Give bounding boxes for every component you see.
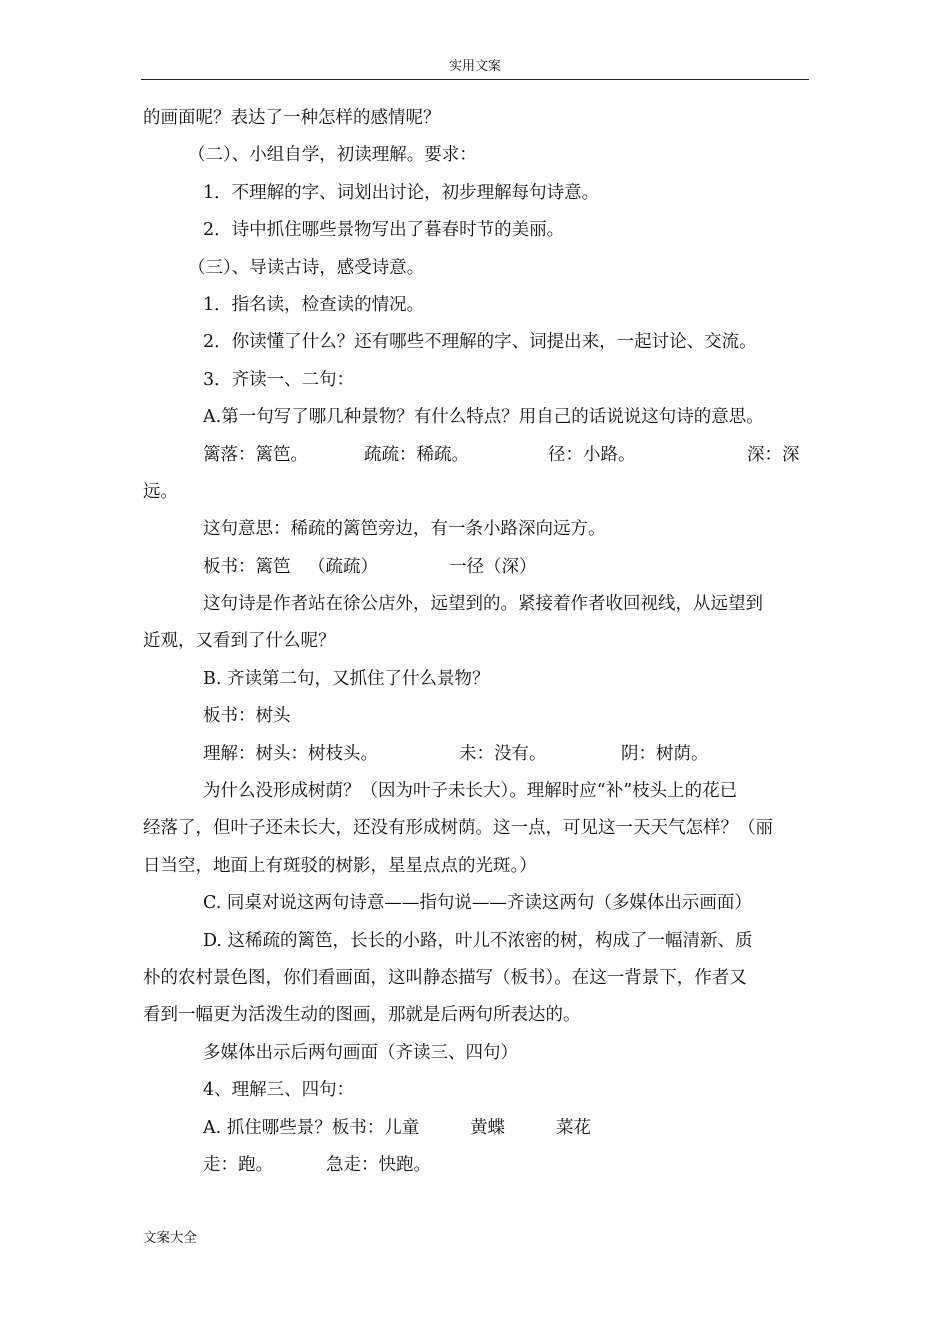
gloss-item: 理解：树头：树枝头。 [203, 743, 378, 764]
document-body [143, 100, 809, 1184]
gloss-item: 深：深 [747, 444, 800, 465]
text-line: 板书：树头 [203, 706, 291, 727]
gloss-item: 急走：快跑。 [326, 1154, 431, 1175]
text-line: 朴的农村景色图，你们看画面，这叫静态描写（板书）。在这一背景下，作者又 [143, 967, 747, 988]
text-line: 的画面呢？表达了一种怎样的感情呢？ [143, 108, 441, 128]
text-line: 近观，又看到了什么呢？ [143, 631, 336, 652]
page-footer: 文案大全 [143, 1230, 197, 1246]
gloss-item: 走：跑。 [203, 1154, 273, 1175]
text-line: 这句意思：稀疏的篱笆旁边，有一条小路深向远方。 [203, 519, 606, 540]
board-line [143, 1110, 809, 1147]
text-line: 日当空，地面上有斑驳的树影，星星点点的光斑。） [143, 855, 537, 876]
gloss-item: 疏疏：稀疏。 [364, 444, 469, 465]
text-line: 3．齐读一、二句： [203, 369, 355, 390]
text-line: A.第一句写了哪几种景物？有什么特点？用自己的话说说这句诗的意思。 [203, 407, 764, 428]
text-line: 1．指名读，检查读的情况。 [203, 294, 425, 315]
text-line: 4、理解三、四句： [203, 1080, 355, 1101]
text-line: D. 这稀疏的篱笆，长长的小路，叶儿不浓密的树，构成了一幅清新、质 [203, 930, 753, 951]
board-item: 黄蝶 [470, 1117, 505, 1138]
gloss-item: 未：没有。 [459, 743, 547, 764]
text-line: B. 齐读第二句，又抓住了什么景物？ [203, 668, 490, 689]
gloss-item: 篱落：篱笆。 [203, 444, 308, 465]
text-line: 远。 [143, 481, 178, 502]
board-item: 板书：篱笆 [203, 556, 291, 577]
text-line: 多媒体出示后两句画面（齐读三、四句） [203, 1042, 518, 1063]
gloss-line [143, 1147, 809, 1184]
text-line: 1．不理解的字、词划出讨论，初步理解每句诗意。 [203, 182, 600, 203]
board-item: 菜花 [556, 1117, 591, 1138]
text-line: 为什么没形成树荫？（因为叶子未长大）。理解时应“补”枝头上的花已 [203, 781, 738, 802]
page-header: 实用文案 [141, 57, 809, 80]
board-item: 一径（深） [449, 556, 537, 577]
board-item: A. 抓住哪些景？板书：儿童 [203, 1117, 420, 1138]
text-line: C. 同桌对说这两句诗意——指句说——齐读这两句（多媒体出示画面） [203, 893, 752, 914]
board-line [143, 549, 809, 586]
text-line: 看到一幅更为活泼生动的图画，那就是后两句所表达的。 [143, 1005, 581, 1026]
text-line: 这句诗是作者站在徐公店外，远望到的。紧接着作者收回视线，从远望到 [203, 594, 763, 615]
gloss-line [143, 736, 809, 773]
text-line: （二）、小组自学，初读理解。要求： [188, 145, 477, 166]
text-line: （三）、导读古诗，感受诗意。 [188, 257, 425, 278]
text-line: 2．诗中抓住哪些景物写出了暮春时节的美丽。 [203, 220, 565, 241]
gloss-item: 径：小路。 [548, 444, 636, 465]
gloss-line [143, 437, 809, 474]
gloss-item: 阴：树荫。 [621, 743, 709, 764]
board-item: （疏疏） [308, 556, 378, 577]
text-line: 2．你读懂了什么？还有哪些不理解的字、词提出来，一起讨论、交流。 [203, 332, 757, 353]
text-line: 经落了，但叶子还未长大，还没有形成树荫。这一点，可见这一天天气怎样？（丽 [143, 818, 773, 839]
